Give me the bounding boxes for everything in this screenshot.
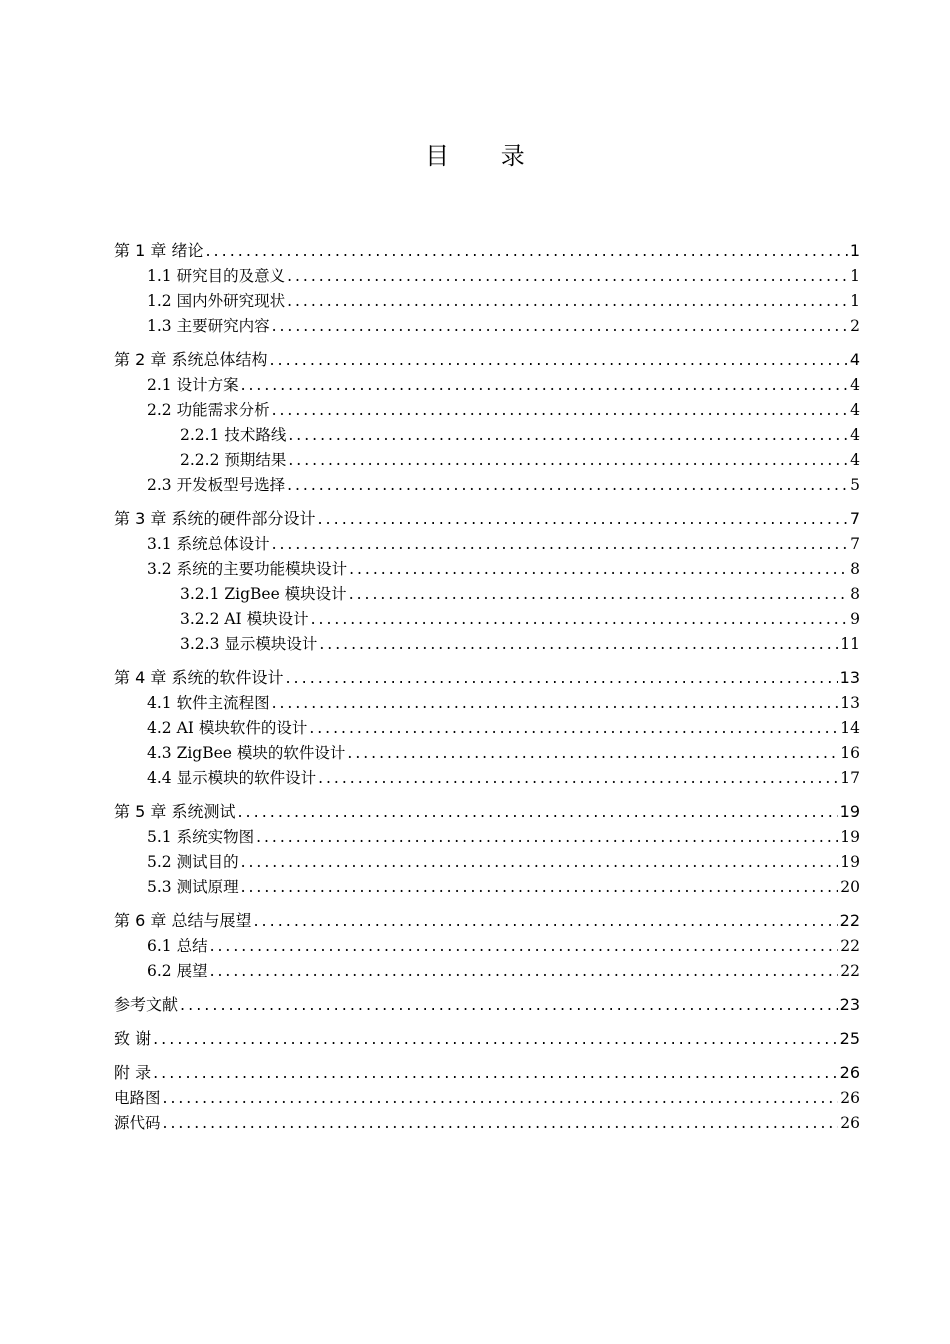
toc-page-number: 4 (850, 401, 860, 419)
toc-page-number: 19 (840, 853, 860, 871)
dot-leader (318, 766, 838, 791)
dot-leader (205, 238, 847, 264)
toc-page-number: 13 (839, 668, 860, 687)
toc-section-1-1[interactable] (114, 264, 860, 289)
toc-label: 2.2.1 技术路线 (180, 426, 287, 444)
toc-page-number: 19 (840, 828, 860, 846)
dot-leader (241, 373, 849, 398)
toc-subsection-3-2-3[interactable] (114, 632, 860, 657)
toc-label: 4.4 显示模块的软件设计 (147, 769, 317, 787)
toc-label: 参考文献 (114, 995, 179, 1014)
toc-section-5-1[interactable] (114, 825, 860, 850)
toc-label: 3.2 系统的主要功能模块设计 (147, 560, 348, 578)
toc-subsection-2-2-1[interactable] (114, 423, 860, 448)
table-of-contents (114, 238, 860, 1136)
toc-page-number: 5 (850, 476, 860, 494)
toc-page-number: 13 (840, 694, 860, 712)
toc-label: 5.1 系统实物图 (147, 828, 255, 846)
dot-leader (210, 959, 839, 984)
dot-leader (253, 908, 837, 934)
toc-label: 源代码 (114, 1114, 161, 1132)
toc-chapter-6[interactable] (114, 908, 860, 934)
toc-section-4-1[interactable] (114, 691, 860, 716)
dot-leader (288, 423, 848, 448)
toc-label: 附 录 (114, 1063, 152, 1082)
toc-label: 第 2 章 系统总体结构 (114, 350, 268, 369)
toc-page-number: 22 (839, 911, 860, 930)
dot-leader (309, 716, 838, 741)
toc-label: 致 谢 (114, 1029, 152, 1048)
toc-page-number: 23 (839, 995, 860, 1014)
dot-leader (153, 1026, 838, 1052)
toc-label: 2.3 开发板型号选择 (147, 476, 286, 494)
toc-page-number: 11 (840, 635, 860, 653)
toc-label: 第 1 章 绪论 (114, 241, 204, 260)
toc-label: 第 5 章 系统测试 (114, 802, 236, 821)
toc-page-number: 19 (839, 802, 860, 821)
dot-leader (241, 850, 839, 875)
toc-chapter-4[interactable] (114, 665, 860, 691)
toc-section-5-3[interactable] (114, 875, 860, 900)
toc-label: 1.1 研究目的及意义 (147, 267, 286, 285)
dot-leader (347, 741, 838, 766)
toc-page-number: 8 (850, 585, 860, 603)
toc-label: 3.2.3 显示模块设计 (180, 635, 318, 653)
toc-page-number: 1 (850, 292, 860, 310)
toc-label: 5.3 测试原理 (147, 878, 239, 896)
toc-section-2-3[interactable] (114, 473, 860, 498)
toc-section-6-2[interactable] (114, 959, 860, 984)
toc-page-number: 22 (840, 962, 860, 980)
toc-page-number: 9 (850, 610, 860, 628)
dot-leader (272, 398, 849, 423)
toc-chapter-2[interactable] (114, 347, 860, 373)
toc-page-number: 4 (849, 350, 860, 369)
toc-label: 电路图 (114, 1089, 161, 1107)
toc-page-number: 4 (850, 426, 860, 444)
dot-leader (237, 799, 837, 825)
toc-label: 3.1 系统总体设计 (147, 535, 270, 553)
dot-leader (180, 992, 838, 1018)
toc-page-number: 1 (849, 241, 860, 260)
toc-section-1-3[interactable] (114, 314, 860, 339)
toc-subsection-3-2-2[interactable] (114, 607, 860, 632)
toc-page-number: 14 (840, 719, 860, 737)
dot-leader (311, 607, 849, 632)
toc-references[interactable] (114, 992, 860, 1018)
toc-section-4-2[interactable] (114, 716, 860, 741)
toc-page-number: 26 (840, 1089, 860, 1107)
dot-leader (163, 1111, 839, 1136)
toc-page-number: 8 (850, 560, 860, 578)
page-title: 目 录 (425, 142, 547, 170)
toc-label: 第 3 章 系统的硬件部分设计 (114, 509, 316, 528)
dot-leader (285, 665, 837, 691)
toc-chapter-3[interactable] (114, 506, 860, 532)
dot-leader (163, 1086, 839, 1111)
toc-page-number: 26 (839, 1063, 860, 1082)
dot-leader (272, 532, 849, 557)
toc-label: 1.2 国内外研究现状 (147, 292, 286, 310)
toc-page-number: 22 (840, 937, 860, 955)
toc-label: 3.2.2 AI 模块设计 (180, 610, 309, 628)
toc-label: 4.3 ZigBee 模块的软件设计 (147, 744, 346, 762)
dot-leader (241, 875, 839, 900)
toc-label: 6.1 总结 (147, 937, 208, 955)
dot-leader (272, 691, 839, 716)
toc-subsection-2-2-2[interactable] (114, 448, 860, 473)
toc-label: 1.3 主要研究内容 (147, 317, 270, 335)
toc-label: 2.1 设计方案 (147, 376, 239, 394)
dot-leader (269, 347, 847, 373)
toc-label: 4.1 软件主流程图 (147, 694, 270, 712)
toc-section-1-2[interactable] (114, 289, 860, 314)
toc-section-5-2[interactable] (114, 850, 860, 875)
toc-subsection-3-2-1[interactable] (114, 582, 860, 607)
toc-label: 3.2.1 ZigBee 模块设计 (180, 585, 347, 603)
dot-leader (287, 289, 848, 314)
toc-label: 2.2.2 预期结果 (180, 451, 287, 469)
toc-section-2-1[interactable] (114, 373, 860, 398)
dot-leader (319, 632, 838, 657)
toc-page-number: 26 (840, 1114, 860, 1132)
toc-section-3-2[interactable] (114, 557, 860, 582)
toc-appendix[interactable] (114, 1060, 860, 1086)
toc-section-6-1[interactable] (114, 934, 860, 959)
dot-leader (349, 557, 848, 582)
dot-leader (153, 1060, 838, 1086)
toc-section-4-3[interactable] (114, 741, 860, 766)
toc-chapter-1[interactable] (114, 238, 860, 264)
toc-page-number: 25 (839, 1029, 860, 1048)
dot-leader (256, 825, 838, 850)
toc-page-number: 7 (850, 535, 860, 553)
toc-label: 第 4 章 系统的软件设计 (114, 668, 284, 687)
toc-page-number: 17 (840, 769, 860, 787)
toc-appendix-source[interactable] (114, 1111, 860, 1136)
toc-section-4-4[interactable] (114, 766, 860, 791)
toc-page-number: 2 (850, 317, 860, 335)
toc-page-number: 4 (850, 451, 860, 469)
toc-acknowledgements[interactable] (114, 1026, 860, 1052)
dot-leader (287, 264, 848, 289)
toc-section-3-1[interactable] (114, 532, 860, 557)
toc-label: 4.2 AI 模块软件的设计 (147, 719, 308, 737)
dot-leader (287, 473, 848, 498)
toc-label: 6.2 展望 (147, 962, 208, 980)
dot-leader (272, 314, 849, 339)
toc-page-number: 7 (849, 509, 860, 528)
toc-appendix-circuit[interactable] (114, 1086, 860, 1111)
toc-page-number: 1 (850, 267, 860, 285)
toc-label: 5.2 测试目的 (147, 853, 239, 871)
toc-page-number: 4 (850, 376, 860, 394)
dot-leader (210, 934, 839, 959)
toc-page-number: 20 (840, 878, 860, 896)
toc-page-number: 16 (840, 744, 860, 762)
dot-leader (288, 448, 848, 473)
toc-label: 2.2 功能需求分析 (147, 401, 270, 419)
toc-label: 第 6 章 总结与展望 (114, 911, 252, 930)
toc-section-2-2[interactable] (114, 398, 860, 423)
dot-leader (317, 506, 847, 532)
dot-leader (349, 582, 848, 607)
toc-chapter-5[interactable] (114, 799, 860, 825)
